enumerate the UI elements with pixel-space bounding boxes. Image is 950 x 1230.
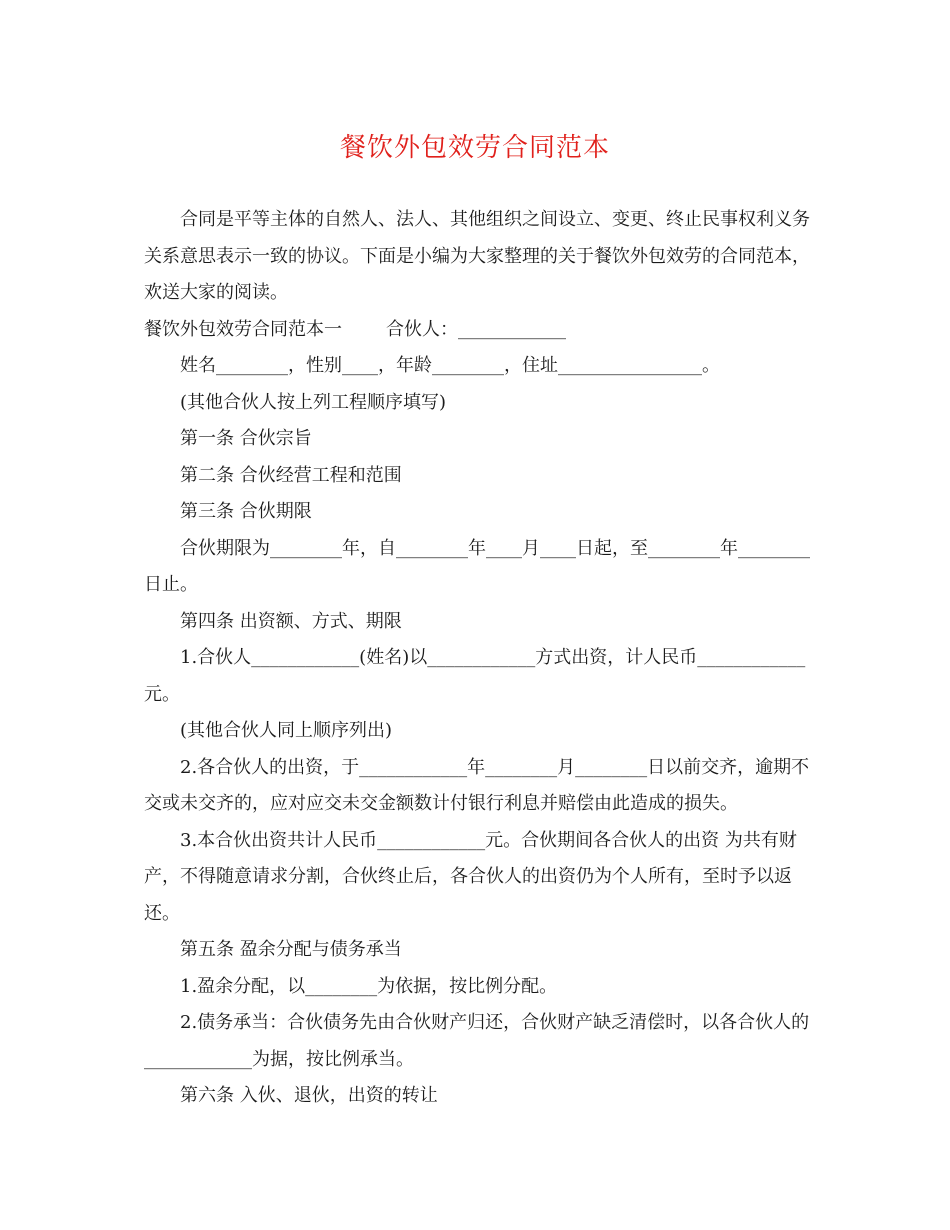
document-title: 餐饮外包效劳合同范本 — [339, 133, 610, 163]
partner-info: 姓名________，性别____，年龄________，住址________________。 — [180, 355, 720, 376]
article-4-clause-2: 2.各合伙人的出资，于____________年________月________日以前交齐，逾期不交或未交齐的，应对应交未交金额数计付银行利息并赔偿由此造成的损失。 — [144, 756, 810, 814]
article-3-body: 合伙期限为________年，自________年____月____日起，至________年________日止。 — [144, 537, 810, 595]
document-body — [144, 202, 810, 1115]
article-4-heading: 第四条 出资额、方式、期限 — [180, 610, 402, 632]
article-4-note: (其他合伙人同上顺序列出) — [180, 720, 393, 741]
article-1-heading: 第一条 合伙宗旨 — [180, 428, 312, 449]
intro-paragraph: 合同是平等主体的自然人、法人、其他组织之间设立、变更、终止民事权利义务关系意思表示一致的协议。下面是小编为大家整理的关于餐饮外包效劳的合同范本，欢送大家的阅读。 — [144, 209, 810, 303]
contract-section-heading-line — [144, 312, 810, 349]
section-heading: 餐饮外包效劳合同范本一 — [144, 318, 342, 340]
article-3-heading: 第三条 合伙期限 — [180, 501, 312, 522]
article-5-clause-2: 2.债务承当：合伙债务先由合伙财产归还，合伙财产缺乏清偿时，以各合伙人的____________为据，按比例承当。 — [144, 1012, 810, 1070]
article-2-heading: 第二条 合伙经营工程和范围 — [180, 464, 402, 486]
article-5-clause-1: 1.盈余分配，以________为依据，按比例分配。 — [180, 975, 558, 997]
partner-label: 合伙人：____________ — [386, 318, 566, 340]
partner-note: (其他合伙人按上列工程顺序填写) — [180, 391, 447, 413]
article-5-heading: 第五条 盈余分配与债务承当 — [180, 939, 402, 960]
article-4-clause-3: 3.本合伙出资共计人民币____________元。合伙期间各合伙人的出资 为共有财产，不得随意请求分割，合伙终止后，各合伙人的出资仍为个人所有，至时予以返还。 — [144, 829, 797, 924]
article-4-clause-1: 1.合伙人____________(姓名)以____________方式出资，计人民币____________元。 — [144, 647, 806, 705]
article-6-heading: 第六条 入伙、退伙，出资的转让 — [180, 1085, 438, 1106]
